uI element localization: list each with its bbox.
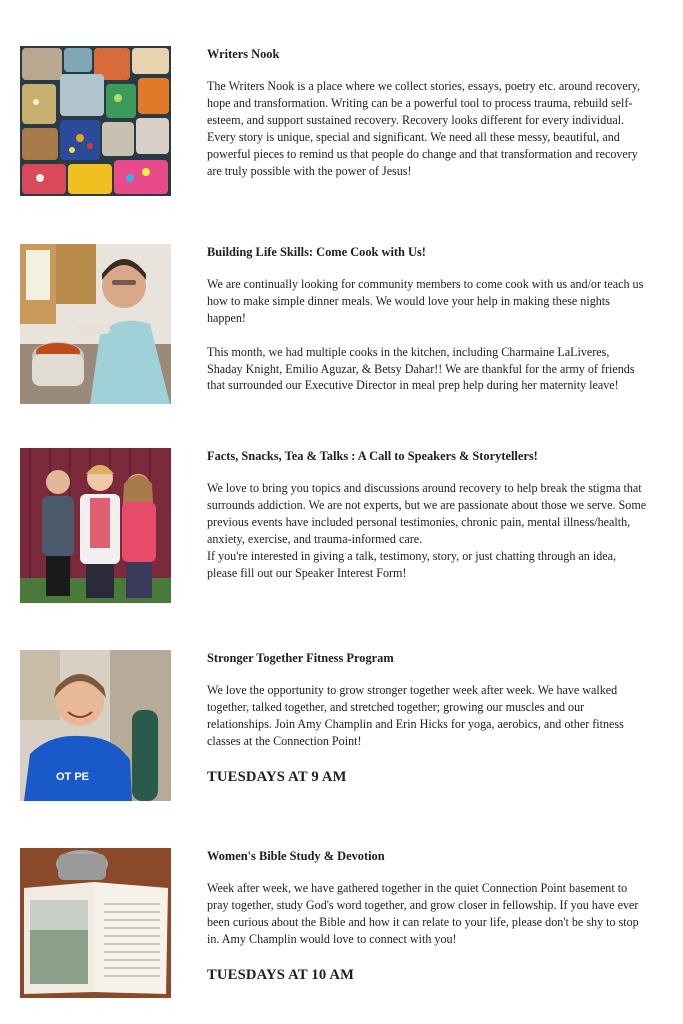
section-title: Stronger Together Fitness Program xyxy=(207,651,394,665)
section-paragraph: We are continually looking for community members to come cook with us and/or teach us how to make simple dinner meals. We would love your help in making these nights happen! xyxy=(207,277,644,325)
section-paragraph: Week after week, we have gathered together in the quiet Connection Point basement to pray together, study God's word together, and grow closer in fellowship. If you have ever been curious about the Bible and how it can relate to your life, please don't be shy to stop in. Amy Champlin would love to connect with you! xyxy=(207,881,639,946)
open-book-photo xyxy=(20,848,171,998)
schedule-label: TUESDAYS AT 10 AM xyxy=(207,966,355,983)
craft-supplies-photo xyxy=(20,46,171,196)
section-title: Facts, Snacks, Tea & Talks : A Call to Speakers & Storytellers! xyxy=(207,449,538,463)
cooking-photo xyxy=(20,244,171,404)
section-paragraph: This month, we had multiple cooks in the kitchen, including Charmaine LaLiveres, Shaday Knight, Emilio Aguzar, & Betsy Dahar!! We are thankful for the army of friends that surrounded our Executive Director in meal prep help during her maternity leave! xyxy=(207,344,635,393)
section-title: Women's Bible Study & Devotion xyxy=(207,849,385,863)
section-paragraph: We love the opportunity to grow stronger together week after week. We have walked together, talked together, and stretched together; growing our muscles and our relationships. Join Amy Champlin and Erin Hicks for yoga, aerobics, and other fitness classes at the Connection Point! xyxy=(207,683,624,748)
schedule-label: TUESDAYS AT 9 AM xyxy=(207,768,347,785)
fitness-instructor-photo xyxy=(20,650,171,801)
section-title: Writers Nook xyxy=(207,47,280,61)
three-women-photo xyxy=(20,448,171,603)
section-paragraph: The Writers Nook is a place where we collect stories, essays, poetry etc. around recovery, hope and transformation. Writing can be a powerful tool to process trauma, rebuild self-esteem, and support sustained recovery. Recovery looks different for every individual. Every story is unique, special and significant. We need all these messy, beautiful, and powerful pieces to remind us that people do change and that transformation and recovery are truly possible with the power of Jesus! xyxy=(207,79,641,178)
svg-text:OT PE: OT PE xyxy=(56,771,90,783)
section-paragraph: If you're interested in giving a talk, testimony, story, or just chatting through an idea, please fill out our Speaker Interest Form! xyxy=(207,548,617,580)
section-title: Building Life Skills: Come Cook with Us! xyxy=(207,245,426,259)
section-paragraph: We love to bring you topics and discussions around recovery to help break the stigma that surrounds addiction. We are not experts, but we are passionate about those we serve. Some previous events have included personal testimonies, chronic pain, mental illness/health, anxiety, exercise, and trauma-informed care. xyxy=(207,481,647,546)
